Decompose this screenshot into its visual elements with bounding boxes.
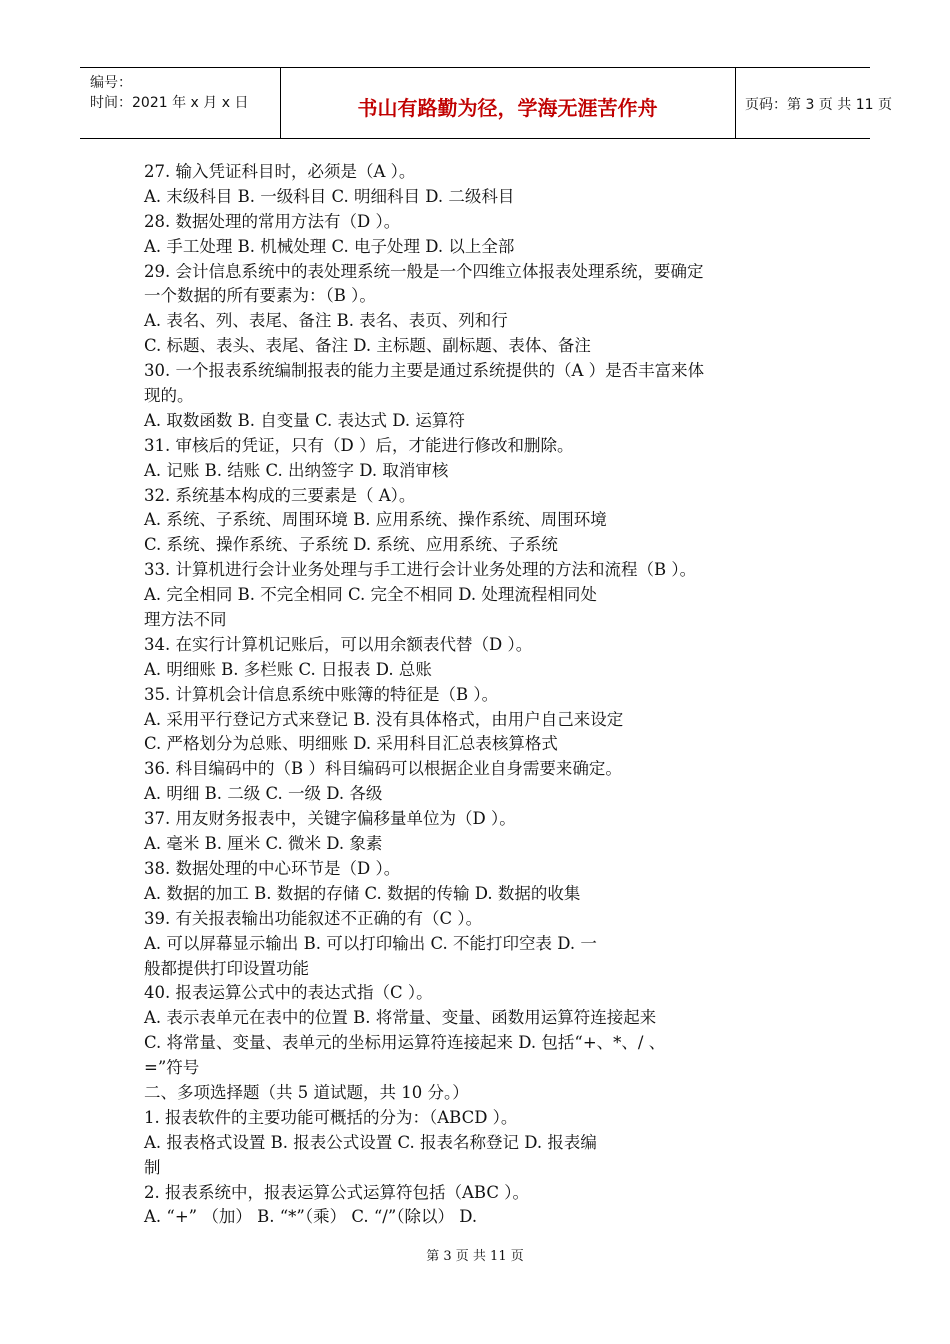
text-line: C. 严格划分为总账、明细账 D. 采用科目汇总表核算格式 (144, 734, 558, 754)
text-line: A. 取数函数 B. 自变量 C. 表达式 D. 运算符 (144, 410, 465, 430)
text-line: A. 系统、子系统、周围环境 B. 应用系统、操作系统、周围环境 (144, 510, 607, 530)
date-label: 时间：2021 年 x 月 x 日 (90, 95, 249, 111)
text-line: 33. 计算机进行会计业务处理与手工进行会计业务处理的方法和流程（B ）。 (144, 560, 697, 580)
text-line: A. 完全相同 B. 不完全相同 C. 完全不相同 D. 处理流程相同处 (144, 585, 597, 605)
text-line: A. 可以屏幕显示输出 B. 可以打印输出 C. 不能打印空表 D. 一 (144, 933, 597, 953)
text-line: 32. 系统基本构成的三要素是（ A）。 (144, 485, 416, 505)
text-line: 29. 会计信息系统中的表处理系统一般是一个四维立体报表处理系统，要确定 (144, 261, 704, 281)
header-page-cell (735, 68, 892, 138)
text-line: 一个数据的所有要素为：（B ）。 (144, 286, 376, 306)
serial-label: 编号： (90, 75, 132, 91)
text-line: 28. 数据处理的常用方法有（D ）。 (144, 211, 401, 231)
page-footer: 第 3 页 共 11 页 (426, 1249, 524, 1264)
text-line: A. 数据的加工 B. 数据的存储 C. 数据的传输 D. 数据的收集 (144, 883, 581, 903)
text-line: 2. 报表系统中，报表运算公式运算符包括（ABC ）。 (144, 1182, 529, 1202)
text-line: A. 明细账 B. 多栏账 C. 日报表 D. 总账 (144, 659, 432, 679)
header-motto-cell (280, 68, 736, 138)
text-line: 37. 用友财务报表中，关键字偏移量单位为（D ）。 (144, 809, 516, 829)
text-line: A. “+” （加） B. “*”（乘） C. “/”（除以） D. (144, 1207, 478, 1227)
text-line: 般都提供打印设置功能 (144, 958, 309, 978)
header-info-cell (80, 68, 281, 138)
document-body (144, 160, 814, 1230)
text-line: 理方法不同 (144, 610, 227, 630)
text-line: 27. 输入凭证科目时，必须是（A ）。 (144, 162, 416, 181)
text-line: 31. 审核后的凭证，只有（D ）后，才能进行修改和删除。 (144, 435, 574, 455)
text-line: C. 将常量、变量、表单元的坐标用运算符连接起来 D. 包括“+、*、/ 、 (144, 1033, 666, 1053)
text-line: 36. 科目编码中的（B ）科目编码可以根据企业自身需要来确定。 (144, 759, 622, 779)
text-line: C. 系统、操作系统、子系统 D. 系统、应用系统、子系统 (144, 535, 558, 555)
motto: 书山有路勤为径，学海无涯苦作舟 (357, 96, 658, 120)
text-line: 30. 一个报表系统编制报表的能力主要是通过系统提供的（A ）是否丰富来体 (144, 361, 705, 381)
text-line: 现的。 (144, 386, 194, 406)
text-line: A. 表示表单元在表中的位置 B. 将常量、变量、函数用运算符连接起来 (144, 1008, 657, 1028)
page-info: 页码：第 3 页 共 11 页 (745, 97, 892, 113)
text-line: 制 (144, 1157, 161, 1177)
text-line: 二、多项选择题（共 5 道试题，共 10 分。） (144, 1082, 469, 1102)
page-header (80, 67, 892, 139)
text-line: A. 表名、列、表尾、备注 B. 表名、表页、列和行 (144, 311, 508, 331)
text-line: A. 采用平行登记方式来登记 B. 没有具体格式，由用户自己来设定 (144, 709, 624, 729)
text-line: A. 明细 B. 二级 C. 一级 D. 各级 (144, 784, 383, 804)
text-line: =”符号 (144, 1058, 200, 1078)
text-line: A. 末级科目 B. 一级科目 C. 明细科目 D. 二级科目 (144, 186, 515, 206)
text-line: 1. 报表软件的主要功能可概括的分为：（ABCD ）。 (144, 1107, 518, 1127)
text-line: 34. 在实行计算机记账后，可以用余额表代替（D ）。 (144, 634, 533, 654)
text-line: A. 手工处理 B. 机械处理 C. 电子处理 D. 以上全部 (144, 236, 515, 256)
text-line: 38. 数据处理的中心环节是（D ）。 (144, 858, 401, 878)
text-line: A. 毫米 B. 厘米 C. 微米 D. 象素 (144, 834, 383, 854)
text-line: 40. 报表运算公式中的表达式指（C ）。 (144, 983, 433, 1003)
text-line: A. 记账 B. 结账 C. 出纳签字 D. 取消审核 (144, 460, 449, 480)
text-line: A. 报表格式设置 B. 报表公式设置 C. 报表名称登记 D. 报表编 (144, 1132, 597, 1152)
text-line: 39. 有关报表输出功能叙述不正确的有（C ）。 (144, 908, 483, 928)
text-line: C. 标题、表头、表尾、备注 D. 主标题、副标题、表体、备注 (144, 336, 591, 356)
text-line: 35. 计算机会计信息系统中账簿的特征是（B ）。 (144, 684, 499, 704)
